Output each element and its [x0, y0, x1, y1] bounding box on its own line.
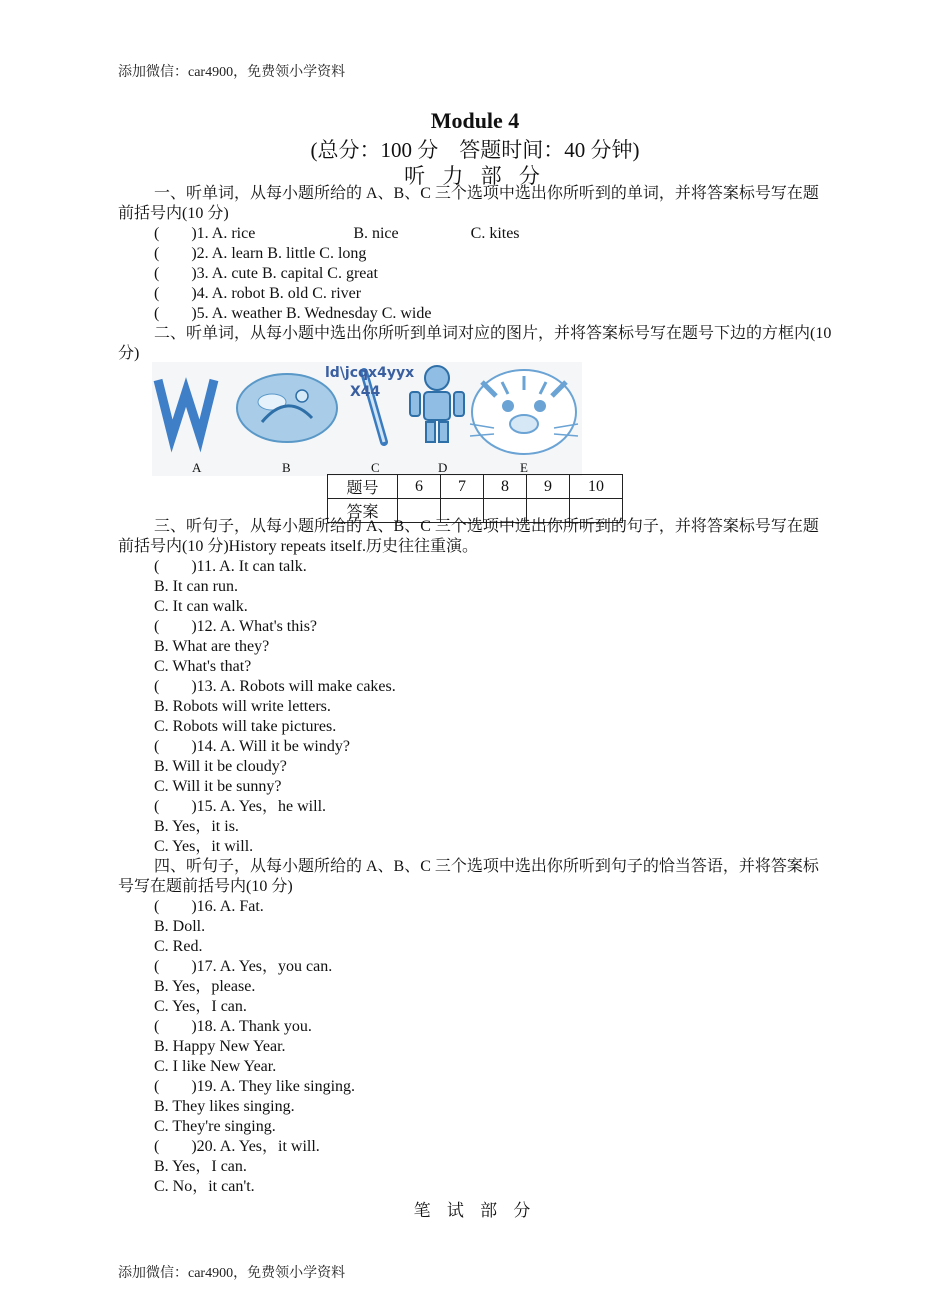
q1-c: C. kites: [470, 225, 520, 242]
picture-label-a: A: [192, 460, 202, 475]
list-item: C. What's that?: [154, 658, 252, 675]
picture-label-b: B: [282, 460, 291, 475]
list-item: C. It can walk.: [154, 598, 248, 615]
list-item: ( )18. A. Thank you.: [154, 1018, 312, 1035]
section-4-instructions: 四、听句子，从每小题所给的 A、B、C 三个选项中选出你所听到句子的恰当答语，并将答案标号写在题前括号内(10 分): [118, 858, 819, 895]
section-3-4: [118, 517, 834, 1197]
list-item: C. Will it be sunny?: [154, 778, 282, 795]
list-item: ( )15. A. Yes，he will.: [154, 798, 327, 815]
watermark-line-2: X44: [350, 384, 381, 400]
list-item: ( )11. A. It can talk.: [154, 558, 307, 575]
picture-label-e: E: [520, 460, 528, 475]
section-3-instructions: 三、听句子，从每小题所给的 A、B、C 三个选项中选出你所听到的句子，并将答案标号写在题前括号内(10 分)History repeats itself.历史往往重演。: [118, 518, 819, 555]
list-item: B. They likes singing.: [154, 1098, 295, 1115]
table-cell: 7: [441, 475, 484, 499]
list-item: B. Yes，it is.: [154, 818, 239, 835]
table-cell: 9: [527, 475, 570, 499]
list-item: B. Will it be cloudy?: [154, 758, 287, 775]
table-cell: 题号: [328, 475, 398, 499]
list-item: ( )12. A. What's this?: [154, 618, 318, 635]
list-item: ( )20. A. Yes，it will.: [154, 1138, 320, 1155]
list-item: ( )17. A. Yes，you can.: [154, 958, 333, 975]
list-item: B. What are they?: [154, 638, 270, 655]
table-cell: 8: [484, 475, 527, 499]
cloud-picture: [237, 374, 337, 442]
table-cell: 答案: [328, 499, 398, 523]
answer-table: [327, 474, 623, 523]
list-item: C. No，it can't.: [154, 1178, 255, 1195]
list-item: B. Doll.: [154, 918, 206, 935]
question-2: ( )2. A. learn B. little C. long: [154, 245, 367, 262]
list-item: C. Yes，I can.: [154, 998, 247, 1015]
list-item: ( )13. A. Robots will make cakes.: [154, 678, 396, 695]
answer-table-row-numbers: [328, 475, 623, 499]
q1-b: B. nice: [353, 225, 399, 242]
list-item: C. They're singing.: [154, 1118, 276, 1135]
list-item: B. It can run.: [154, 578, 238, 595]
tiger-picture: [470, 370, 578, 454]
written-section-head: 笔 试 部 分: [413, 1201, 537, 1220]
list-item: C. Yes，it will.: [154, 838, 254, 855]
question-4: ( )4. A. robot B. old C. river: [154, 285, 362, 302]
section-1: [118, 184, 834, 364]
q1-a: ( )1. A. rice: [154, 225, 256, 242]
list-item: ( )14. A. Will it be windy?: [154, 738, 350, 755]
footer-note: 添加微信：car4900，免费领小学资料: [118, 1266, 346, 1281]
list-item: B. Happy New Year.: [154, 1038, 286, 1055]
list-item: B. Robots will write letters.: [154, 698, 331, 715]
table-cell: 6: [398, 475, 441, 499]
picture-strip: [152, 362, 582, 476]
section-1-instructions: 一、听单词，从每小题所给的 A、B、C 三个选项中选出你所听到的单词，并将答案标号写在题前括号内(10 分): [118, 185, 819, 222]
list-item: C. Robots will take pictures.: [154, 718, 337, 735]
list-item: ( )19. A. They like singing.: [154, 1078, 356, 1095]
table-cell: 10: [570, 475, 623, 499]
list-item: C. I like New Year.: [154, 1058, 277, 1075]
question-5: ( )5. A. weather B. Wednesday C. wide: [154, 305, 432, 322]
list-item: ( )16. A. Fat.: [154, 898, 264, 915]
section-2-instructions: 二、听单词，从每小题中选出你所听到单词对应的图片，并将答案标号写在题号下边的方框内(10 分): [118, 325, 832, 362]
listening-section-head: 听 力 部 分: [404, 164, 546, 188]
list-item: C. Red.: [154, 938, 203, 955]
header-note: 添加微信：car4900，免费领小学资料: [118, 65, 346, 80]
list-item: B. Yes，please.: [154, 978, 256, 995]
question-1: [118, 224, 834, 244]
page-subtitle: (总分：100 分 答题时间：40 分钟): [310, 138, 640, 162]
picture-label-d: D: [438, 460, 448, 475]
picture-label-c: C: [371, 460, 380, 475]
question-3: ( )3. A. cute B. capital C. great: [154, 265, 378, 282]
list-item: B. Yes，I can.: [154, 1158, 247, 1175]
page-title: Module 4: [430, 108, 520, 133]
watermark-line-1: ld\jcqx4yyx: [325, 365, 415, 381]
